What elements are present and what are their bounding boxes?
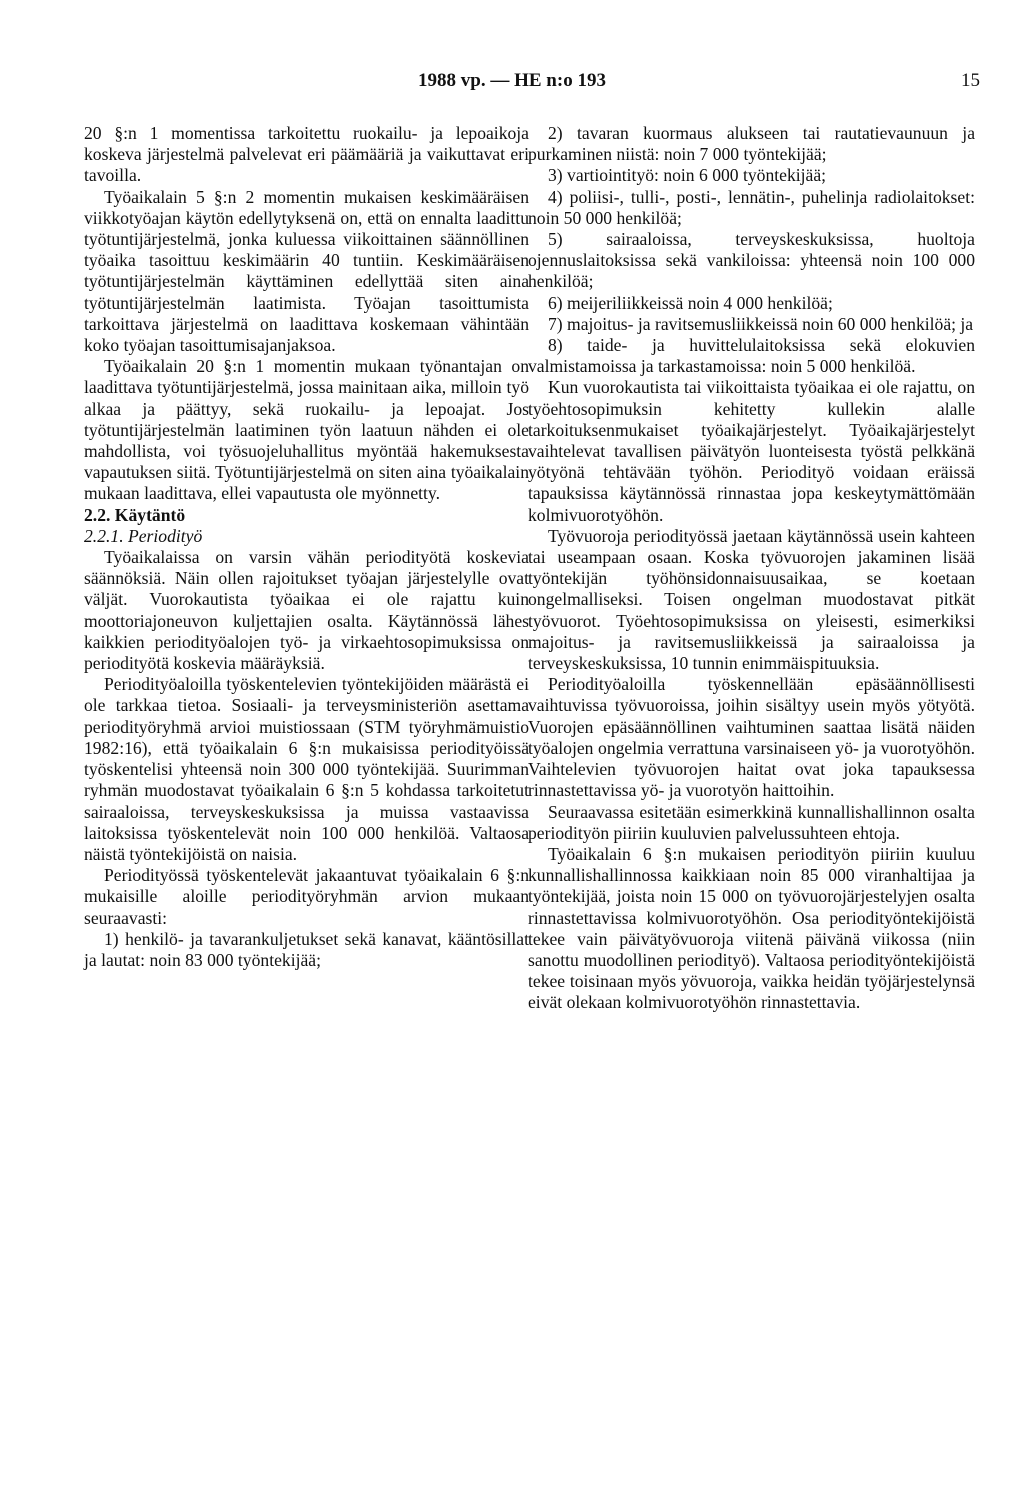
paragraph: Työaikalain 6 §:n mukaisen periodityön piiriin kuuluu kunnallishallinnossa kaikkiaan noin 85 000 viranhaltijaa ja työntekijää, joista noin 15 000 on työvuorojärjestelyjen osalta rinnastettavissa kolmivuorotyöhön. Osa periodityöntekijöistä tekee vain päivätyövuoroja viitenä päivänä viikossa (niin sanottu muodollinen periodityö). Valtaosa periodityöntekijöistä tekee toisinaan myös yövuoroja, vaikka heidän työjärjestelynsä eivät olekaan kolmivuorotyöhön rinnastettavia.: [528, 843, 975, 1013]
right-column: [528, 123, 975, 1014]
left-column: [84, 123, 529, 971]
paragraph: Periodityössä työskentelevät jakaantuvat työaikalain 6 §:n mukaisille aloille periodityöryhmän arvion mukaan seuraavasti:: [84, 865, 529, 928]
list-item: 4) poliisi-, tulli-, posti-, lennätin-, puhelinja radiolaitokset: noin 50 000 henkilöä;: [528, 186, 975, 228]
section-heading: 2.2. Käytäntö: [84, 504, 186, 525]
paragraph: Periodityöaloilla työskennellään epäsäännöllisesti vaihtuvissa työvuoroissa, joihin sisältyy usein myös yötyötä. Vuorojen epäsäännöllinen vaihtuminen saattaa lisätä näiden työalojen ongelmia verrattuna varsinaiseen yö- ja vuorotyöhön. Vaihtelevien työvuorojen haitat ovat joka tapauksessa rinnastettavissa yö- ja vuorotyön haittoihin.: [528, 674, 975, 801]
list-item: 3) vartiointityö: noin 6 000 työntekijää;: [548, 165, 827, 186]
paragraph: Työvuoroja periodityössä jaetaan käytännössä usein kahteen tai useampaan osaan. Koska työvuorojen jakaminen lisää työntekijän työhönsidonnaisuusaikaa, se koetaan ongelmalliseksi. Toisen ongelman muodostavat pitkät työvuorot. Työehtosopimuksissa on yleisesti, esimerkiksi majoitus- ja ravitsemusliikkeissä ja sairaaloissa ja terveyskeskuksissa, 10 tunnin enimmäispituuksia.: [528, 525, 975, 674]
page-number: 15: [961, 70, 980, 91]
list-item: 1) henkilö- ja tavarankuljetukset sekä kanavat, kääntösillat ja lautat: noin 83 000 työntekijää;: [84, 928, 529, 970]
paragraph: Periodityöaloilla työskentelevien työntekijöiden määrästä ei ole tarkkaa tietoa. Sosiaali- ja terveysministeriön asettama periodityöryhmä arvioi muistiossaan (STM työryhmämuistio 1982:16), että työaikalain 6 §:n mukaisissa periodityöissä työskentelisi yhteensä noin 300 000 työntekijää. Suurimman ryhmän muodostavat työaikalain 6 §:n 5 kohdassa tarkoitetut sairaaloissa, terveyskeskuksissa ja muissa vastaavissa laitoksissa työskentelevät noin 100 000 henkilöä. Valtaosa näistä työntekijöistä on naisia.: [84, 674, 529, 864]
list-item: 2) tavaran kuormaus alukseen tai rautatievaunuun ja purkaminen niistä: noin 7 000 työntekijää;: [528, 123, 975, 165]
running-title: 1988 vp. — HE n:o 193: [418, 70, 606, 91]
page-header: [0, 70, 1024, 100]
paragraph: Työaikalaissa on varsin vähän periodityötä koskevia säännöksiä. Näin ollen rajoitukset työajan järjestelylle ovat väljät. Vuorokautista työaikaa ei ole rajattu kuin moottoriajoneuvon kuljettajien osalta. Käytännössä lähes kaikkien periodityöalojen työ- ja virkaehtosopimuksissa on periodityötä koskevia määräyksiä.: [84, 547, 529, 674]
list-item: 7) majoitus- ja ravitsemusliikkeissä noin 60 000 henkilöä; ja: [548, 313, 974, 334]
list-item: 8) taide- ja huvittelulaitoksissa sekä elokuvien valmistamoissa ja tarkastamoissa: noin 5 000 henkilöä.: [528, 335, 975, 377]
paragraph: 20 §:n 1 momentissa tarkoitettu ruokailu- ja lepoaikoja koskeva järjestelmä palvelevat eri päämääriä ja vaikuttavat eri tavoilla.: [84, 123, 529, 186]
paragraph: Kun vuorokautista tai viikoittaista työaikaa ei ole rajattu, on työehtosopimuksin kehitetty kullekin alalle tarkoituksenmukaiset työaikajärjestelyt. Työaikajärjestelyt vaihtelevat tavallisen päivätyön luonteisesta työstä pelkkänä yötyönä tehtävään työhön. Periodityö voidaan eräissä tapauksissa käytännössä rinnastaa jopa keskeytymättömään kolmivuorotyöhön.: [528, 377, 975, 525]
list-item: 5) sairaaloissa, terveyskeskuksissa, huoltoja ojennuslaitoksissa sekä vankiloissa: yhteensä noin 100 000 henkilöä;: [528, 229, 975, 292]
paragraph: Työaikalain 20 §:n 1 momentin mukaan työnantajan on laadittava työtuntijärjestelmä, jossa mainitaan aika, milloin työ alkaa ja päättyy, sekä ruokailu- ja lepoajat. Jos työtuntijärjestelmän laatiminen työn laatuun nähden ei ole mahdollista, voi työsuojeluhallitus myöntää hakemuksesta vapautuksen siitä. Työtuntijärjestelmä on siten aina työaikalain mukaan laadittava, ellei vapautusta ole myönnetty.: [84, 356, 529, 504]
list-item: 6) meijeriliikkeissä noin 4 000 henkilöä;: [548, 292, 833, 313]
sub-heading: 2.2.1. Periodityö: [84, 525, 203, 546]
paragraph: Työaikalain 5 §:n 2 momentin mukaisen keskimääräisen viikkotyöajan käytön edellytyksenä on, että on ennalta laadittu työtuntijärjestelmä, jonka kuluessa viikoittainen säännöllinen työaika tasoittuu keskimäärin 40 tuntiin. Keskimääräisen työtuntijärjestelmän käyttäminen edellyttää siten aina työtuntijärjestelmän laatimista. Työajan tasoittumista tarkoittava järjestelmä on laadittava koskemaan vähintään koko työajan tasoittumisajanjaksoa.: [84, 186, 529, 356]
paragraph: Seuraavassa esitetään esimerkkinä kunnallishallinnon osalta periodityön piiriin kuuluvien palvelussuhteen ehtoja.: [528, 801, 975, 843]
